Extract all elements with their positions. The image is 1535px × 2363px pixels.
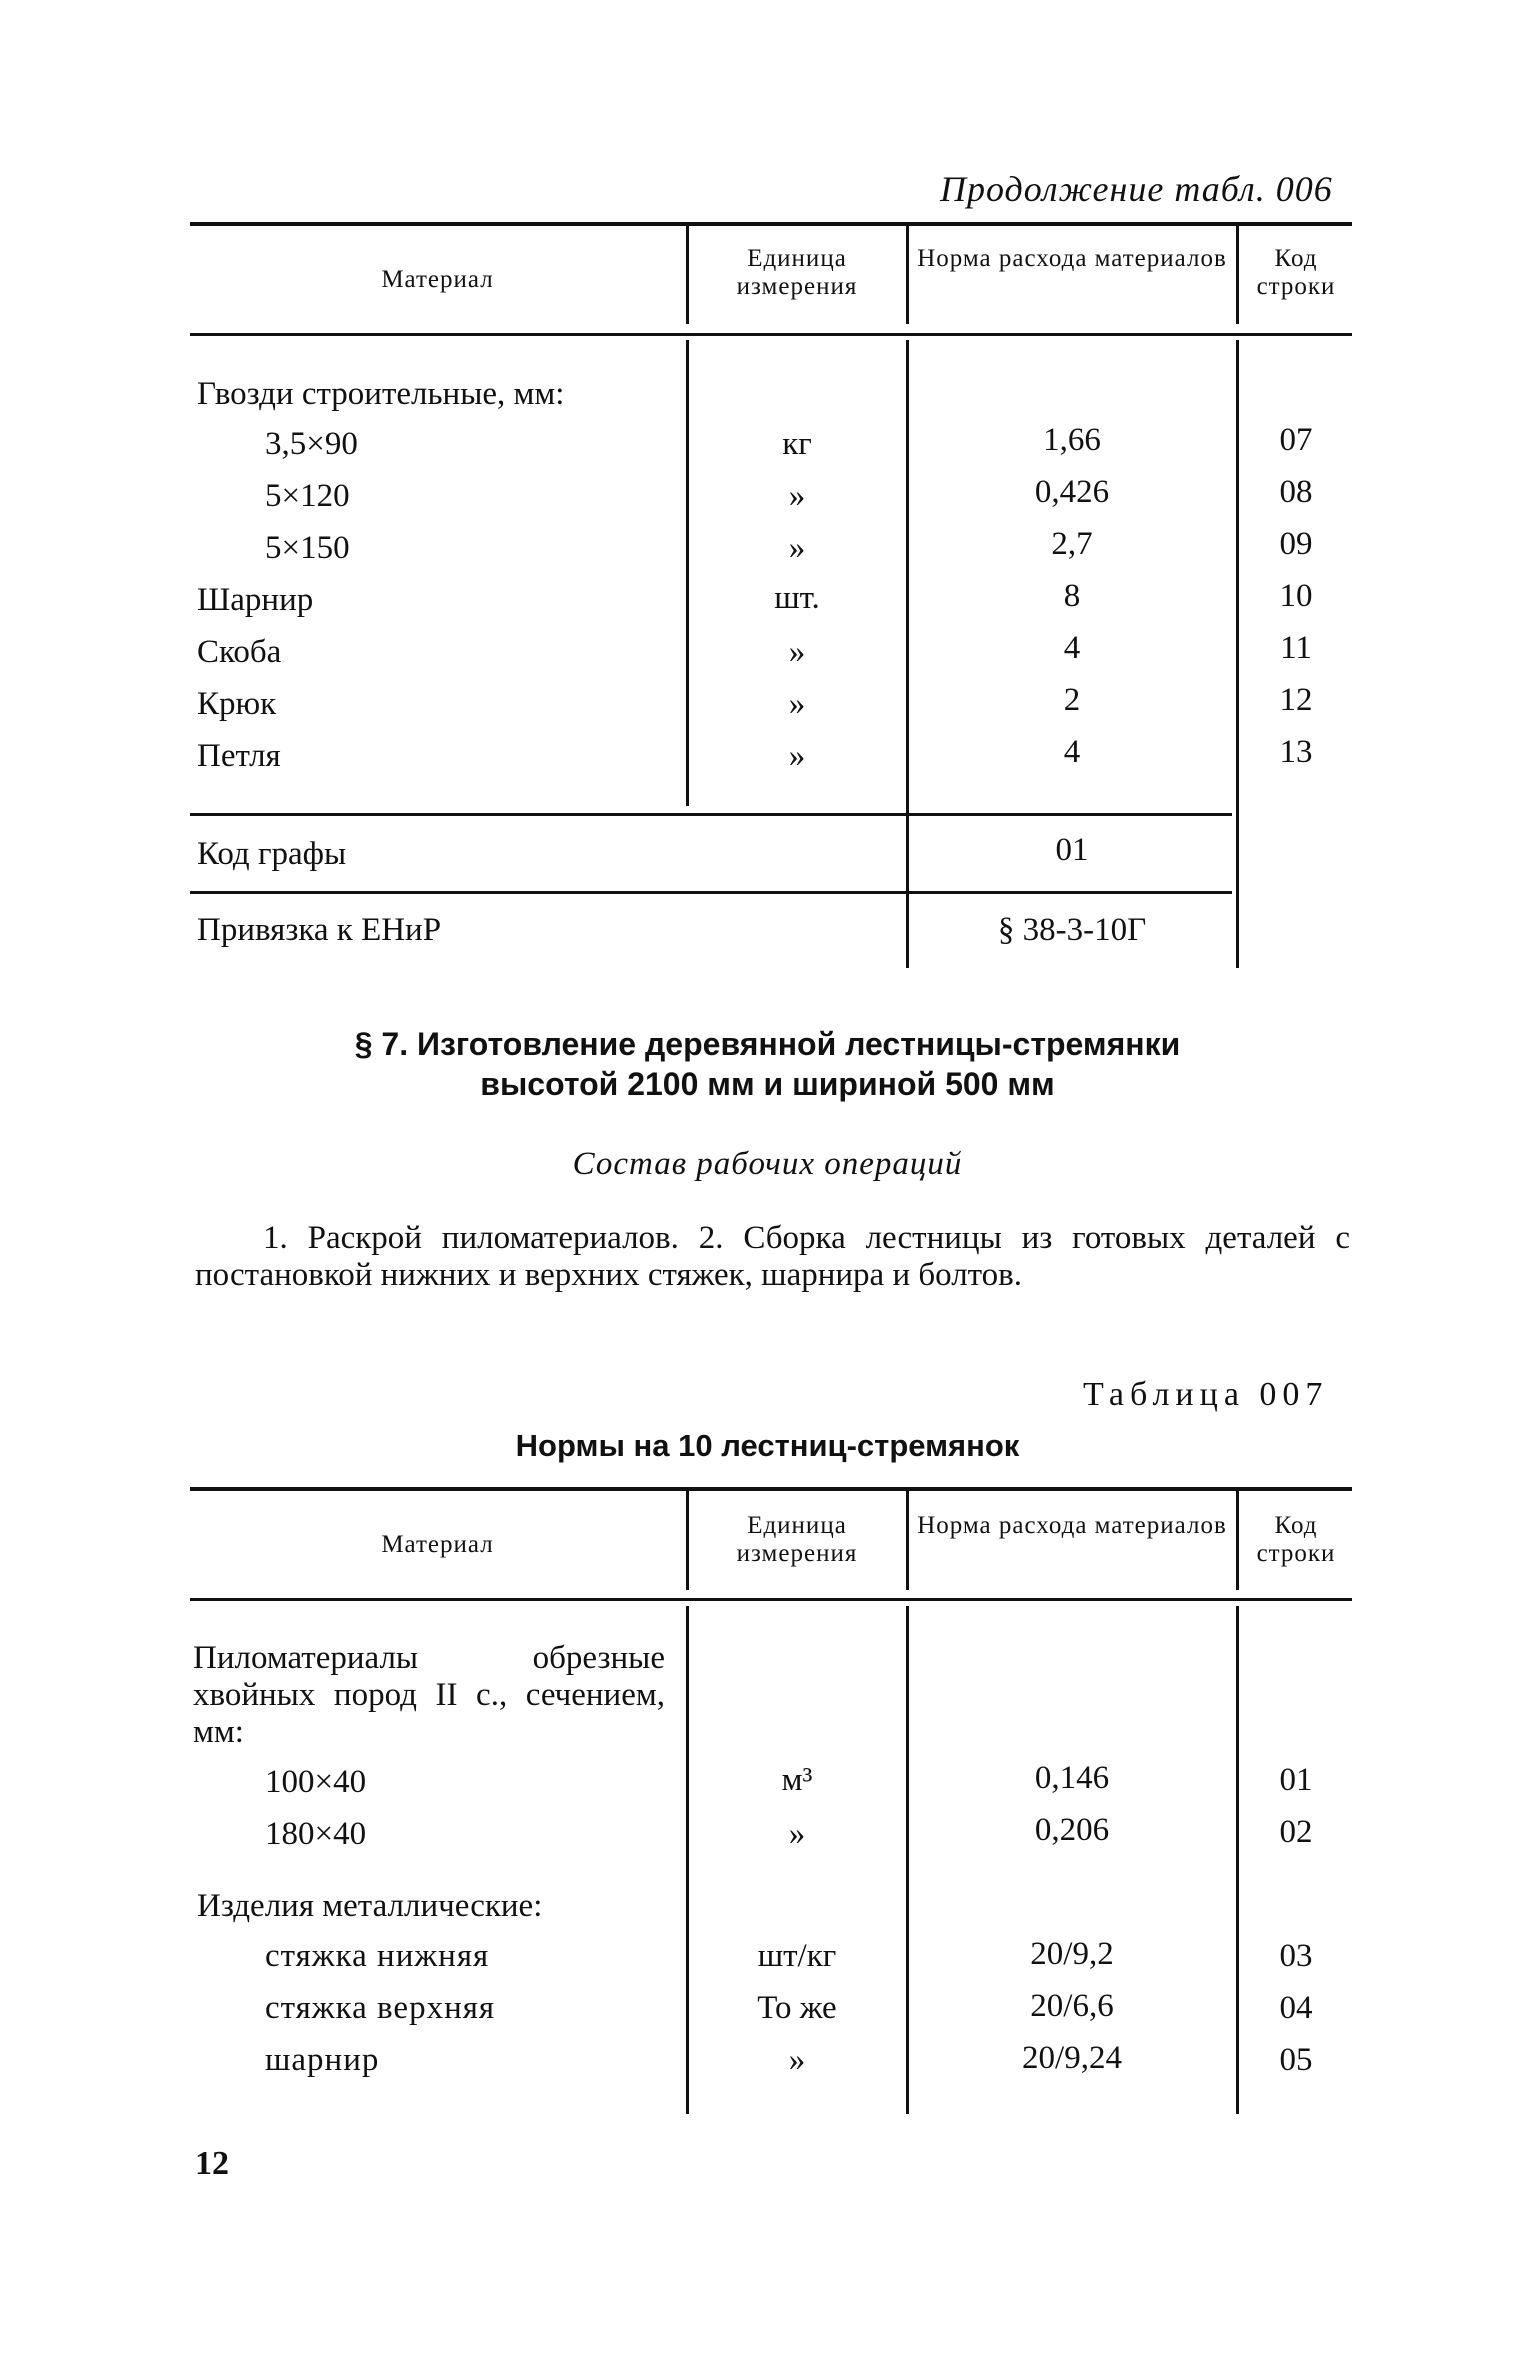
header-material: Материал bbox=[381, 1531, 494, 1558]
section-heading-line2: высотой 2100 мм и шириной 500 мм bbox=[480, 1066, 1055, 1102]
enir-reference-value: § 38-3-10Г bbox=[997, 912, 1147, 948]
header-norm: Норма расхода материалов bbox=[917, 245, 1227, 272]
col-divider bbox=[906, 1490, 909, 1590]
col-divider bbox=[686, 1606, 689, 2114]
graph-code-value: 01 bbox=[1055, 832, 1089, 868]
header-material: Материал bbox=[381, 266, 494, 293]
graph-code-label: Код графы bbox=[197, 836, 347, 872]
header-code: Код строки bbox=[1256, 1512, 1336, 1567]
page-number: 12 bbox=[195, 2145, 229, 2182]
table-header-rule bbox=[190, 333, 1352, 336]
header-unit: Единица измерения bbox=[736, 245, 858, 300]
group-title: Пиломатериалы обрезные хвойных пород II с., сечением, мм: bbox=[193, 1640, 665, 1750]
col-divider bbox=[1236, 1490, 1239, 1590]
col-divider bbox=[686, 1490, 689, 1590]
col-divider bbox=[1236, 1606, 1239, 2114]
operations-subtitle: Состав рабочих операций bbox=[572, 1146, 963, 1182]
col-divider bbox=[906, 340, 909, 968]
col-divider bbox=[686, 224, 689, 324]
table-label: Таблица 007 bbox=[1083, 1376, 1329, 1413]
header-norm: Норма расхода материалов bbox=[917, 1512, 1227, 1539]
col-divider bbox=[906, 224, 909, 324]
group-title: Гвозди строительные, мм: bbox=[197, 376, 565, 412]
header-code: Код строки bbox=[1256, 245, 1336, 300]
col-divider bbox=[686, 340, 689, 806]
operations-paragraph: 1. Раскрой пиломатериалов. 2. Сборка лестницы из готовых деталей с постановкой нижних и верхних стяжек, шарнира и болтов. bbox=[195, 1220, 1350, 1293]
table-title: Нормы на 10 лестниц-стремянок bbox=[515, 1428, 1020, 1463]
header-unit: Единица измерения bbox=[736, 1512, 858, 1567]
col-divider bbox=[906, 1606, 909, 2114]
row-rule bbox=[190, 813, 1232, 816]
table-top-rule bbox=[190, 1487, 1352, 1491]
table-header-rule bbox=[190, 1598, 1352, 1601]
group-title: Изделия металлические: bbox=[197, 1888, 543, 1924]
table-continuation-caption: Продолжение табл. 006 bbox=[940, 169, 1333, 209]
col-divider bbox=[1236, 340, 1239, 968]
row-rule bbox=[190, 891, 1232, 894]
table-top-rule bbox=[190, 222, 1352, 226]
col-divider bbox=[1236, 224, 1239, 324]
enir-reference-label: Привязка к ЕНиР bbox=[197, 912, 442, 948]
section-heading-line1: § 7. Изготовление деревянной лестницы-стремянки bbox=[354, 1026, 1181, 1062]
